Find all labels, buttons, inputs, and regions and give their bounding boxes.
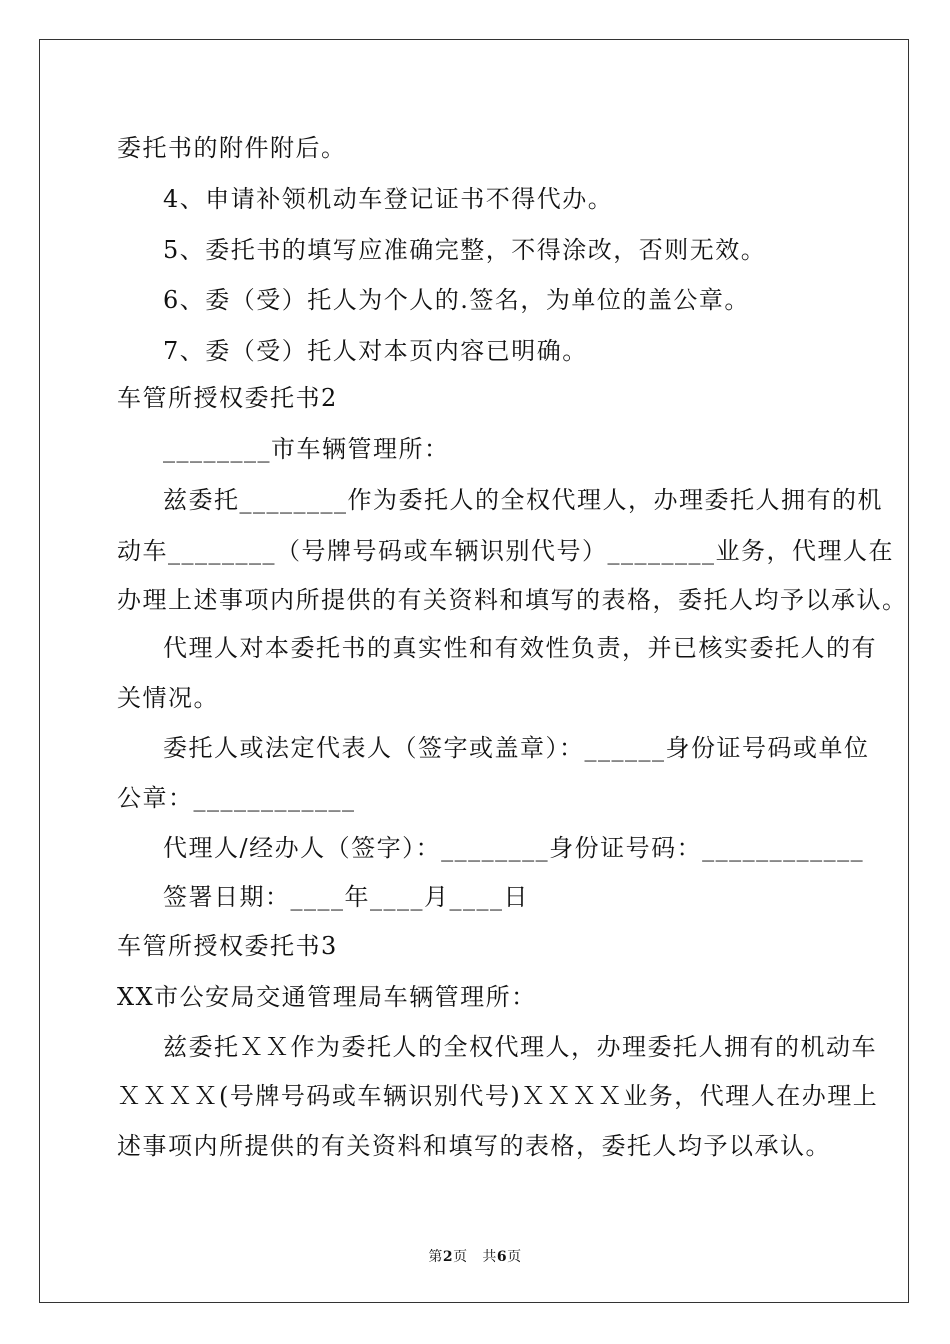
current-page-number: 2 [442, 1249, 454, 1265]
date-line: 签署日期：____年____月____日 [163, 883, 529, 911]
page-suffix: 页 [453, 1249, 468, 1265]
text-line: 6、委（受）托人为个人的.签名，为单位的盖公章。 [163, 286, 750, 314]
total-prefix: 共 [482, 1249, 497, 1265]
text-line: 兹委托________作为委托人的全权代理人，办理委托人拥有的机 [163, 486, 883, 514]
text-line: 代理人/经办人（签字）：________身份证号码：____________ [163, 834, 865, 862]
text-line: 动车________（号牌号码或车辆识别代号）________业务，代理人在 [117, 537, 894, 565]
text-line: 7、委（受）托人对本页内容已明确。 [163, 337, 588, 365]
section-heading: 车管所授权委托书3 [117, 932, 338, 960]
page-frame [39, 39, 909, 1303]
text-line: 委托人或法定代表人（签字或盖章）：______身份证号码或单位 [163, 734, 870, 762]
page-footer [0, 1248, 950, 1266]
section-heading: 车管所授权委托书2 [117, 384, 338, 412]
text-line: 关情况。 [117, 684, 219, 712]
total-page-number: 6 [496, 1249, 508, 1265]
text-line: 兹委托ＸＸ作为委托人的全权代理人，办理委托人拥有的机动车 [163, 1033, 877, 1061]
total-suffix: 页 [507, 1249, 522, 1265]
text-line: 5、委托书的填写应准确完整，不得涂改，否则无效。 [163, 236, 767, 264]
text-line: 委托书的附件附后。 [117, 134, 347, 162]
text-line: ＸＸＸＸ(号牌号码或车辆识别代号)ＸＸＸＸ业务，代理人在办理上 [117, 1082, 879, 1110]
page-prefix: 第 [428, 1249, 443, 1265]
text-line: 公章：____________ [117, 784, 356, 812]
addressee-line: ________市车辆管理所： [163, 435, 450, 463]
text-line: 办理上述事项内所提供的有关资料和填写的表格，委托人均予以承认。 [117, 586, 908, 614]
addressee-line: XX市公安局交通管理局车辆管理所： [117, 983, 537, 1011]
text-line: 4、申请补领机动车登记证书不得代办。 [163, 185, 614, 213]
text-line: 述事项内所提供的有关资料和填写的表格，委托人均予以承认。 [117, 1132, 831, 1160]
text-line: 代理人对本委托书的真实性和有效性负责，并已核实委托人的有 [163, 634, 877, 662]
